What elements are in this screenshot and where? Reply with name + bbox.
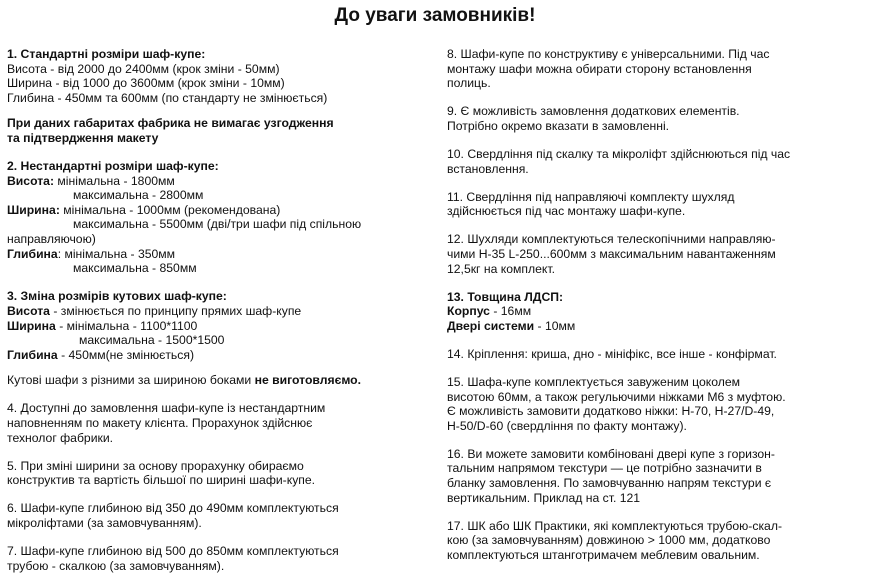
section-12-line: чими Н-35 L-250...600мм з максимальним навантаженням <box>447 246 776 261</box>
section-9-line: 9. Є можливість замовлення додаткових елементів. <box>447 104 740 119</box>
width-min: мінімальна - 1000мм (рекомендована) <box>59 202 281 217</box>
section-15-line: 15. Шафа-купе комплектується завуженим цоколем <box>447 375 740 389</box>
width-max: максимальна - 5500мм (дві/три шафи під спільною <box>73 217 362 232</box>
section-2-heading: 2. Нестандартні розміри шаф-купе: <box>7 159 219 174</box>
depth-min: : мінімальна - 350мм <box>57 246 176 261</box>
section-3 <box>7 289 432 388</box>
left-column <box>7 47 432 573</box>
section-12-line: 12,5кг на комплект. <box>447 261 555 276</box>
section-10 <box>447 147 865 176</box>
section-4-line: наповненням по макету клієнта. Прорахунок здійснює <box>7 415 313 430</box>
section-6-line: мікроліфтами (за замовчуванням). <box>7 515 202 530</box>
section-9-line: Потрібно окремо вказати в замовленні. <box>447 118 670 133</box>
page-title: До уваги замовників! <box>334 5 536 26</box>
section-1-note: та підтвердження макету <box>7 130 159 145</box>
doors-thickness: - 10мм <box>534 318 576 333</box>
section-8-line: монтажу шафи можна обирати сторону встановлення <box>447 61 752 76</box>
corner-note: Кутові шафи з різними за шириною боками <box>7 373 255 388</box>
section-12 <box>447 232 865 276</box>
body-thickness: - 16мм <box>489 304 532 319</box>
section-13-heading: 13. Товщина ЛДСП: <box>447 289 564 304</box>
width-max: максимальна - 1500*1500 <box>79 333 225 348</box>
doors-label: Двері системи <box>447 318 535 333</box>
section-1 <box>7 47 432 146</box>
section-5-line: 5. При зміні ширини за основу прорахунку обираємо <box>7 458 304 473</box>
section-7-line: трубою - скалкою (за замовчуванням). <box>7 558 225 573</box>
section-17 <box>447 519 865 563</box>
corner-note-bold: не виготовляємо. <box>254 373 362 388</box>
depth-label: Глибина <box>7 246 58 261</box>
section-1-line: Висота - від 2000 до 2400мм (крок зміни - 50мм) <box>7 61 280 76</box>
right-column <box>447 47 865 563</box>
depth-rule: - 450мм(не змінюється) <box>57 347 195 362</box>
section-6 <box>7 501 432 530</box>
height-label: Висота <box>7 303 50 318</box>
section-16-line: тальним напрямом текстури — це потрібно зазначити в <box>447 461 762 476</box>
section-15 <box>447 375 865 433</box>
section-5-line: конструктив та вартість більшої по ширині шафи-купе. <box>7 473 316 488</box>
section-2 <box>7 159 432 276</box>
section-1-note: При даних габаритах фабрика не вимагає узгодження <box>7 116 334 131</box>
section-15-line: Є можливість замовити додатково ніжки: Н-70, Н-27/D-49, <box>447 404 775 419</box>
section-17-line: кою (за замовчуванням) довжиною > 1000 мм, додатково <box>447 533 771 548</box>
section-7 <box>7 544 432 573</box>
depth-label: Глибина <box>7 347 58 362</box>
width-label: Ширина: <box>7 202 60 217</box>
section-3-heading: 3. Зміна розмірів кутових шаф-купе: <box>7 289 227 304</box>
width-label: Ширина <box>7 318 56 333</box>
section-17-line: 17. ШК або ШК Практики, які комплектуються трубою-скал- <box>447 518 783 533</box>
section-12-line: 12. Шухляди комплектуються телескопічними направляю- <box>447 232 776 247</box>
section-11 <box>447 190 865 219</box>
section-5 <box>7 459 432 488</box>
section-8-line: полиць. <box>447 76 491 91</box>
height-label: Висота: <box>7 173 55 188</box>
section-14-line: 14. Кріплення: криша, дно - мініфікс, все інше - конфірмат. <box>447 346 777 361</box>
section-6-line: 6. Шафи-купе глибиною від 350 до 490мм комплектуються <box>7 501 339 516</box>
section-1-line: Глибина - 450мм та 600мм (по стандарту не змінюється) <box>7 90 328 105</box>
section-16-line: 16. Ви можете замовити комбіновані двері купе з горизон- <box>447 446 775 461</box>
section-10-line: 10. Свердління під скалку та мікроліфт здійснюються під час <box>447 146 791 161</box>
height-rule: - змінюється по принципу прямих шаф-купе <box>49 303 302 318</box>
width-min: - мінімальна - 1100*1100 <box>55 318 198 333</box>
height-max: максимальна - 2800мм <box>73 188 204 203</box>
width-note: направляючою) <box>7 232 96 247</box>
section-17-line: комплектуються штанготримачем меблевим овальним. <box>447 547 760 562</box>
section-16-line: бланку замовлення. По замовчуванню напрям текстури є <box>447 476 772 491</box>
height-min: мінімальна - 1800мм <box>54 173 175 188</box>
section-8 <box>447 47 865 91</box>
section-8-line: 8. Шафи-купе по конструктиву є універсальними. Під час <box>447 47 770 61</box>
section-9 <box>447 104 865 133</box>
section-7-line: 7. Шафи-купе глибиною від 500 до 850мм комплектуються <box>7 544 339 559</box>
section-4-line: 4. Доступні до замовлення шафи-купе із нестандартним <box>7 401 326 416</box>
section-13 <box>447 290 865 334</box>
section-1-heading: 1. Стандартні розміри шаф-купе: <box>7 47 206 61</box>
section-10-line: встановлення. <box>447 161 529 176</box>
section-16-line: вертикальним. Приклад на ст. 121 <box>447 490 641 505</box>
body-label: Корпус <box>447 304 490 319</box>
section-16 <box>447 447 865 505</box>
section-15-line: висотою 60мм, а також регульючими ніжками М6 з муфтою. <box>447 389 786 404</box>
depth-max: максимальна - 850мм <box>73 261 197 276</box>
section-4-line: технолог фабрики. <box>7 430 114 445</box>
section-15-line: Н-50/D-60 (свердління по факту монтажу). <box>447 418 687 433</box>
section-14 <box>447 347 865 362</box>
section-4 <box>7 401 432 445</box>
section-1-line: Ширина - від 1000 до 3600мм (крок зміни - 10мм) <box>7 76 285 91</box>
section-11-line: здійснюється під час монтажу шафи-купе. <box>447 204 686 219</box>
section-11-line: 11. Свердління під направляючі комплекту шухляд <box>447 189 735 204</box>
